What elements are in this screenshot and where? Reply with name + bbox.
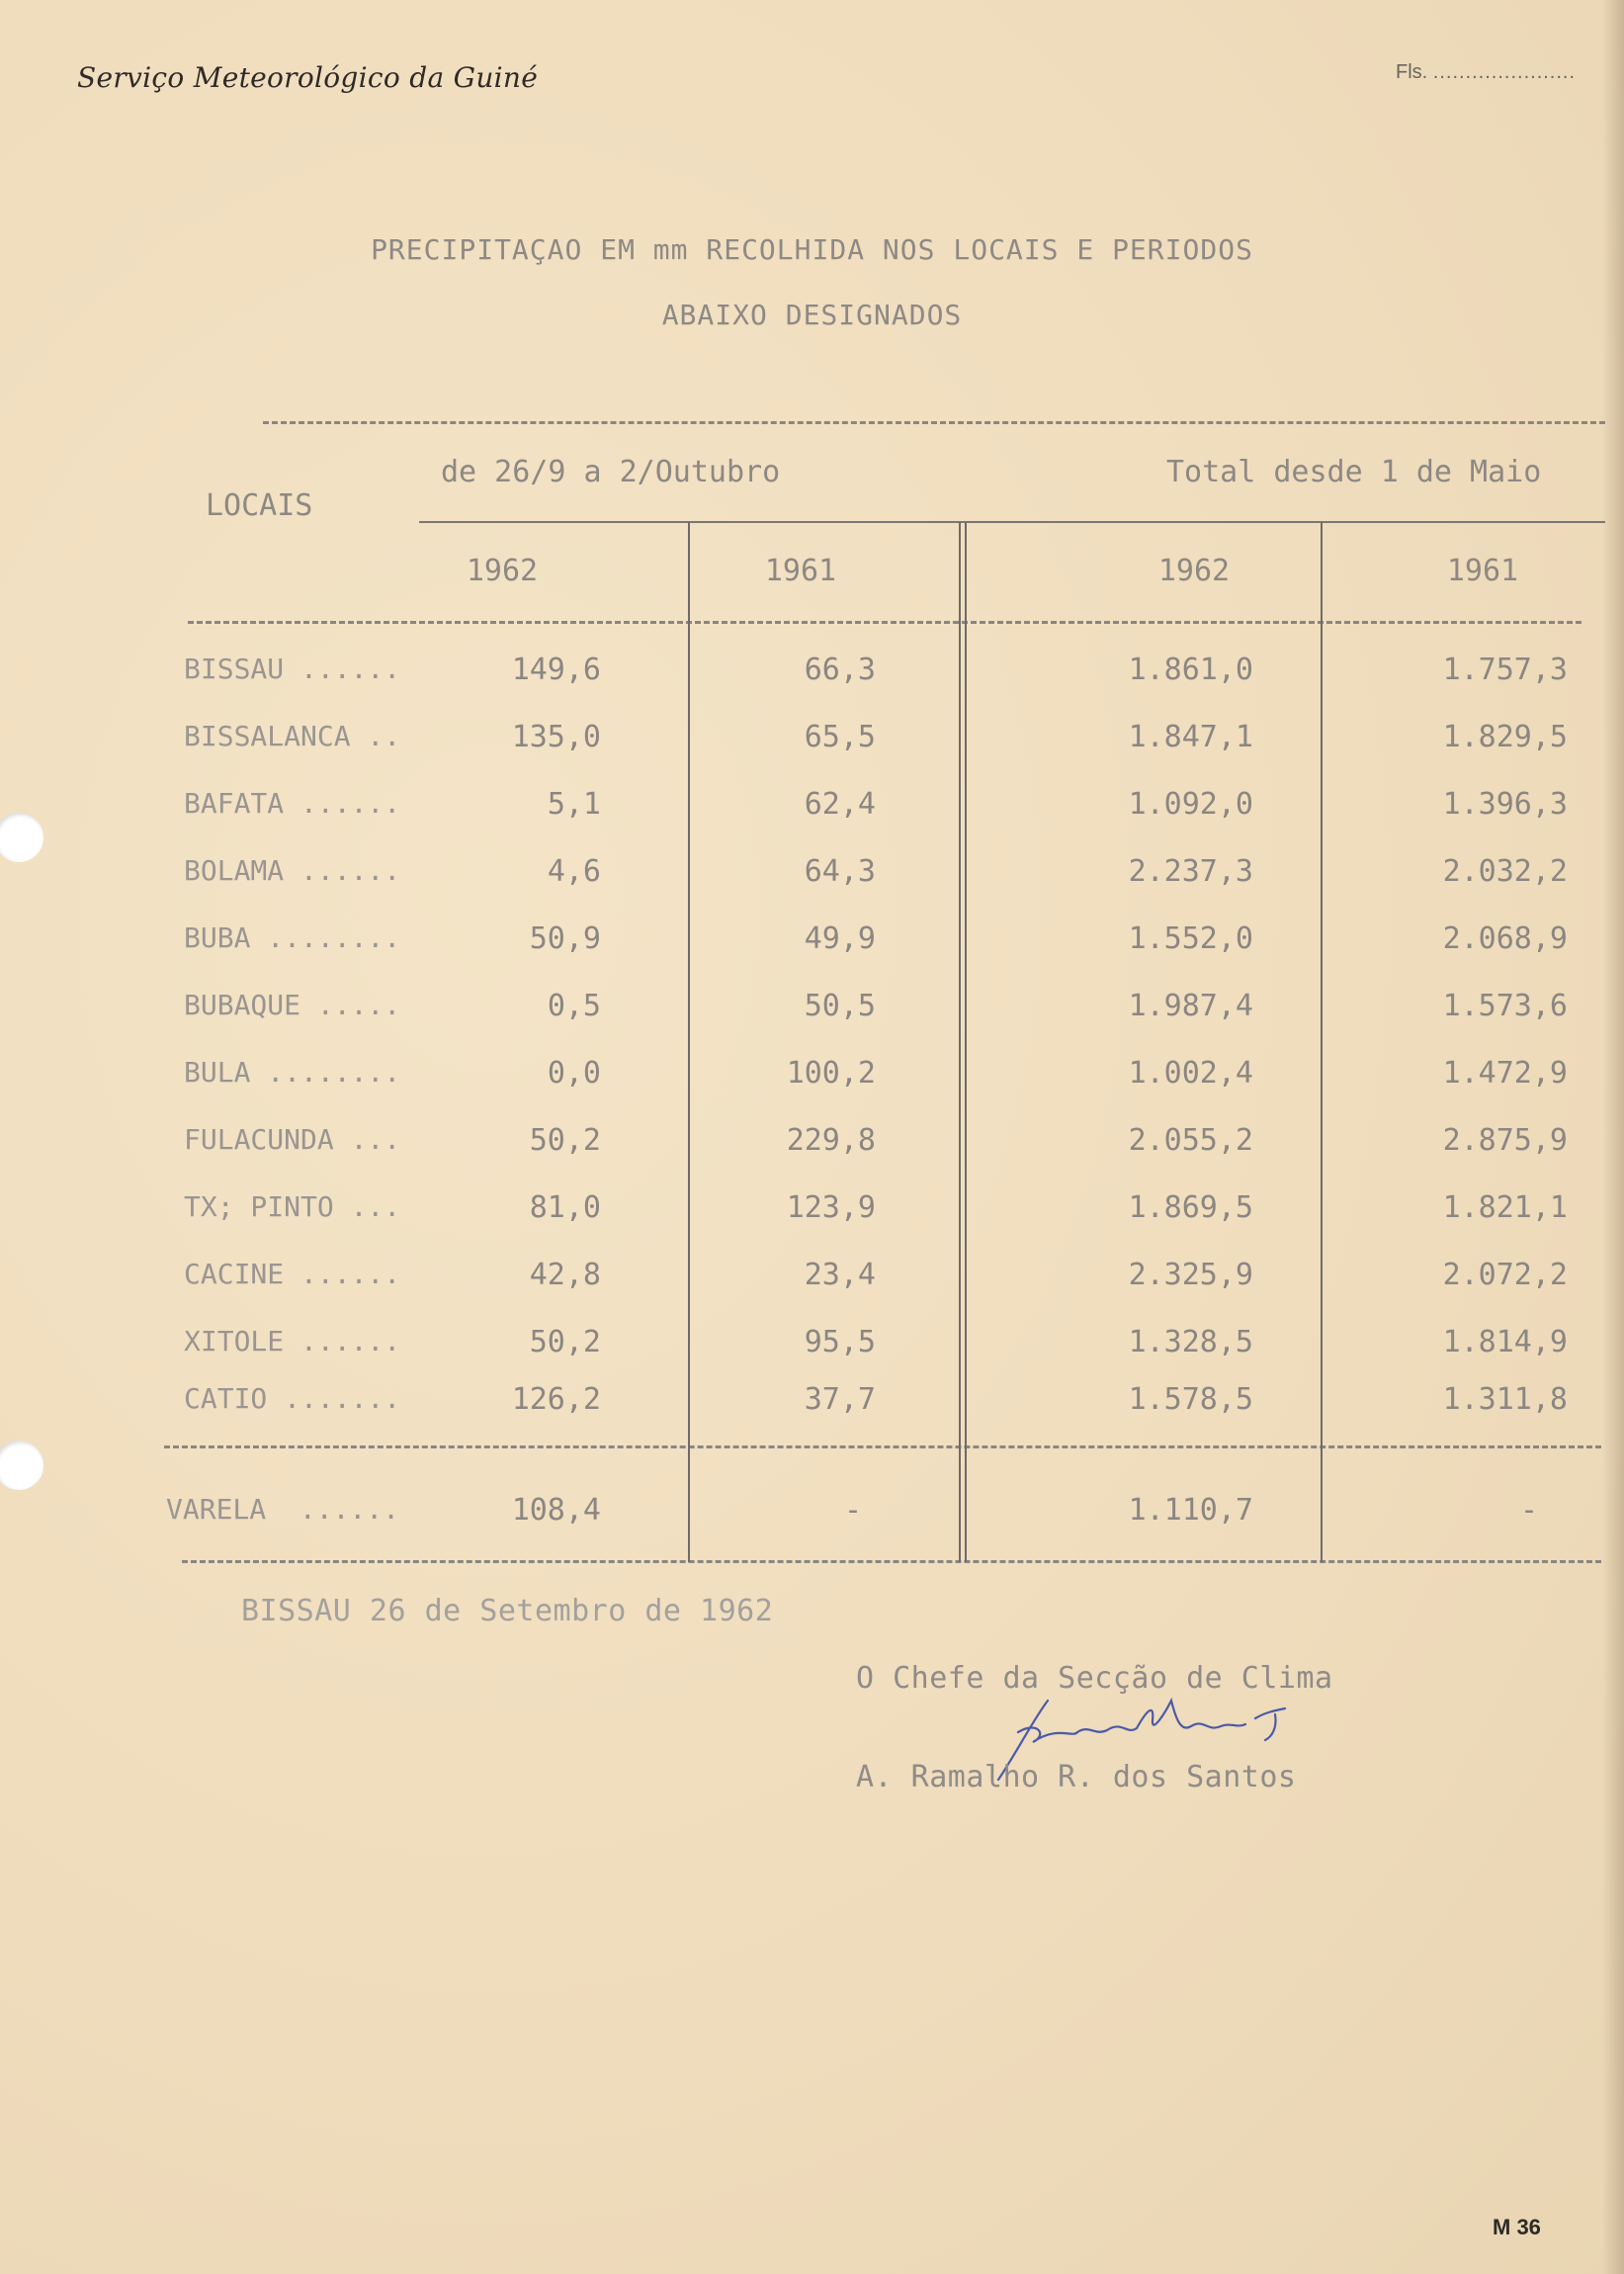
cell-total-1962: 1.110,7 xyxy=(1128,1493,1253,1528)
cell-period-1962: 126,2 xyxy=(511,1382,601,1417)
cell-total-1962: 2.055,2 xyxy=(1128,1123,1253,1158)
cell-period-1962: 4,6 xyxy=(547,854,601,889)
organization-header: Serviço Meteorológico da Guiné xyxy=(77,61,539,94)
cell-total-1962: 1.847,1 xyxy=(1128,720,1253,754)
place-and-date: BISSAU 26 de Setembro de 1962 xyxy=(241,1594,774,1628)
cell-period-1961: 229,8 xyxy=(786,1123,876,1158)
cell-total-1962: 1.328,5 xyxy=(1128,1325,1253,1359)
cell-total-1961: 1.311,8 xyxy=(1442,1382,1568,1417)
cell-period-1962: 5,1 xyxy=(547,787,601,822)
year-header-total-1961: 1961 xyxy=(1446,554,1519,588)
table-row xyxy=(0,854,1624,918)
cell-total-1961: 1.573,6 xyxy=(1442,989,1568,1023)
cell-total-1961: 1.821,1 xyxy=(1442,1190,1568,1225)
document-title-line2: ABAIXO DESIGNADOS xyxy=(661,299,963,331)
table-row xyxy=(0,787,1624,850)
cell-period-1962: 50,2 xyxy=(529,1123,601,1158)
row-location: BAFATA ...... xyxy=(184,787,401,820)
cell-period-1961: 50,5 xyxy=(804,989,876,1023)
row-location: BISSAU ...... xyxy=(184,653,401,685)
cell-period-1962: 50,9 xyxy=(529,921,601,956)
row-location: BISSALANCA .. xyxy=(184,720,401,752)
cell-period-1961: 62,4 xyxy=(804,787,876,822)
row-location: BOLAMA ...... xyxy=(184,854,401,887)
cell-total-1961: 2.068,9 xyxy=(1442,921,1568,956)
row-location: TX; PINTO ... xyxy=(184,1190,401,1223)
cell-total-1961: 2.072,2 xyxy=(1442,1258,1568,1292)
table-row xyxy=(0,1382,1624,1445)
cell-total-1962: 1.987,4 xyxy=(1128,989,1253,1023)
folio-blank: ...................... xyxy=(1432,61,1577,83)
cell-total-1962: 1.861,0 xyxy=(1128,653,1253,687)
cell-period-1961: 49,9 xyxy=(804,921,876,956)
row-location: BUBA ........ xyxy=(184,921,401,954)
cell-total-1961: - xyxy=(1519,1493,1538,1528)
table-row xyxy=(0,1190,1624,1254)
row-location: FULACUNDA ... xyxy=(184,1123,401,1156)
cell-total-1961: 2.875,9 xyxy=(1442,1123,1568,1158)
cell-period-1961: 123,9 xyxy=(786,1190,876,1225)
table-row xyxy=(0,989,1624,1052)
signatory-name: A. Ramalho R. dos Santos xyxy=(856,1760,1297,1794)
cell-period-1962: 81,0 xyxy=(529,1190,601,1225)
form-code: M 36 xyxy=(1493,2215,1541,2239)
year-header-period-1961: 1961 xyxy=(764,554,837,588)
total-group-header: Total desde 1 de Maio xyxy=(1166,455,1542,489)
cell-total-1962: 1.092,0 xyxy=(1128,787,1253,822)
group-header-rule xyxy=(419,521,1605,523)
row-location: BULA ........ xyxy=(184,1056,401,1089)
cell-total-1961: 1.814,9 xyxy=(1442,1325,1568,1359)
cell-total-1962: 1.552,0 xyxy=(1128,921,1253,956)
cell-total-1961: 1.396,3 xyxy=(1442,787,1568,822)
year-header-total-1962: 1962 xyxy=(1157,554,1231,588)
cell-period-1962: 149,6 xyxy=(511,653,601,687)
row-location: CACINE ...... xyxy=(184,1258,401,1290)
table-row xyxy=(0,1056,1624,1119)
cell-period-1961: 95,5 xyxy=(804,1325,876,1359)
cell-period-1962: 0,0 xyxy=(547,1056,601,1091)
cell-period-1961: 23,4 xyxy=(804,1258,876,1292)
cell-period-1962: 108,4 xyxy=(511,1493,601,1528)
table-row xyxy=(0,1493,1624,1556)
row-location: BUBAQUE ..... xyxy=(184,989,401,1021)
row-location: CATIO ....... xyxy=(184,1382,401,1415)
table-row xyxy=(0,1258,1624,1321)
cell-period-1962: 0,5 xyxy=(547,989,601,1023)
cell-total-1961: 2.032,2 xyxy=(1442,854,1568,889)
cell-period-1961: - xyxy=(843,1493,862,1528)
cell-period-1961: 66,3 xyxy=(804,653,876,687)
folio-label: Fls. xyxy=(1396,61,1428,83)
cell-period-1961: 37,7 xyxy=(804,1382,876,1417)
cell-total-1961: 1.829,5 xyxy=(1442,720,1568,754)
cell-total-1962: 1.002,4 xyxy=(1128,1056,1253,1091)
cell-total-1962: 1.869,5 xyxy=(1128,1190,1253,1225)
table-top-rule xyxy=(263,421,1605,424)
table-row xyxy=(0,1325,1624,1388)
signatory-title: O Chefe da Secção de Clima xyxy=(856,1661,1333,1696)
locais-column-header: LOCAIS xyxy=(206,488,313,523)
cell-period-1961: 100,2 xyxy=(786,1056,876,1091)
row-location: VARELA ...... xyxy=(166,1493,400,1526)
cell-total-1962: 2.325,9 xyxy=(1128,1258,1253,1292)
table-row xyxy=(0,720,1624,783)
cell-period-1961: 65,5 xyxy=(804,720,876,754)
table-bottom-rule xyxy=(182,1560,1601,1563)
period-group-header: de 26/9 a 2/Outubro xyxy=(441,455,781,489)
folio-field xyxy=(1396,61,1576,84)
table-row xyxy=(0,921,1624,985)
punch-hole-bottom xyxy=(0,1441,43,1490)
year-header-period-1962: 1962 xyxy=(466,554,539,588)
document-title-line1: PRECIPITAÇAO EM mm RECOLHIDA NOS LOCAIS E PERIODOS xyxy=(371,233,1253,266)
cell-period-1962: 42,8 xyxy=(529,1258,601,1292)
table-row xyxy=(0,653,1624,716)
cell-period-1962: 135,0 xyxy=(511,720,601,754)
table-row xyxy=(0,1123,1624,1186)
cell-total-1961: 1.757,3 xyxy=(1442,653,1568,687)
totals-separator-rule xyxy=(164,1445,1601,1448)
cell-period-1961: 64,3 xyxy=(804,854,876,889)
cell-total-1962: 2.237,3 xyxy=(1128,854,1253,889)
row-location: XITOLE ...... xyxy=(184,1325,401,1357)
cell-total-1961: 1.472,9 xyxy=(1442,1056,1568,1091)
cell-period-1962: 50,2 xyxy=(529,1325,601,1359)
cell-total-1962: 1.578,5 xyxy=(1128,1382,1253,1417)
header-bottom-rule xyxy=(188,621,1581,624)
